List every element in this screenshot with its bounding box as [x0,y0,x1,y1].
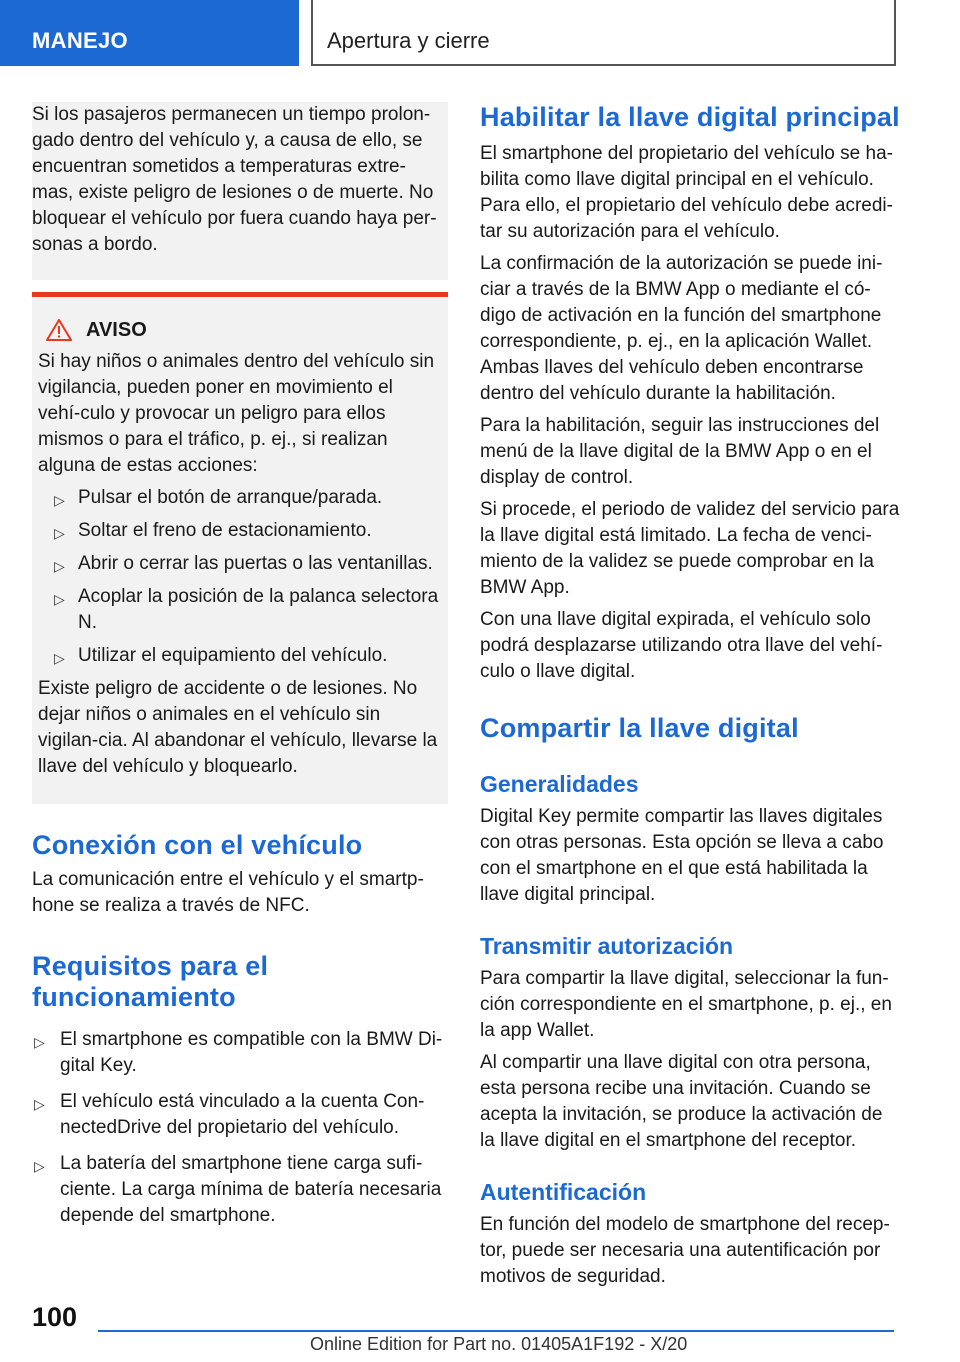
paragraph: Para la habilitación, seguir las instrucciones del menú de la llave digital de la BMW App o en el display de control. [480,415,880,488]
bullet-triangle-icon: ▷ [54,558,65,574]
warning-triangle-icon [46,319,72,341]
requirements-list [32,1027,448,1229]
list-item [32,1027,448,1079]
section-title: Apertura y cierre [311,0,896,66]
right-column [480,102,900,1296]
chapter-tab: MANEJO [0,0,299,66]
page-number: 100 [32,1302,78,1332]
list-item [38,518,440,544]
bullet-triangle-icon: ▷ [34,1034,45,1050]
list-item-text: La batería del smartphone tiene carga sufi-ciente. La carga mínima de batería necesaria depende del smartphone. [60,1153,442,1226]
generalidades-text: Digital Key permite compartir las llaves digitales con otras personas. Esta opción se lleva a cabo con el smartphone en el que está habilitada la llave digital principal. [480,806,884,905]
heading-generalidades: Generalidades [480,771,639,797]
bullet-triangle-icon: ▷ [54,650,65,666]
warning-box [32,292,448,804]
footer-divider [98,1330,894,1332]
list-item-text: Pulsar el botón de arranque/parada. [78,487,383,508]
heading-habilitar: Habilitar la llave digital principal [480,102,900,132]
heading-compartir: Compartir la llave digital [480,713,799,743]
paragraph: La confirmación de la autorización se puede ini-ciar a través de la BMW App o mediante el có-digo de activación en la función del smartphone correspondiente, p. ej., en la aplicación Wallet. Ambas llaves del vehículo deben encontrarse dentro del vehículo durante la habilitación. [480,253,883,404]
warning-list [38,485,440,669]
heading-requisitos: Requisitos para el funcionamiento [32,951,269,1012]
list-item-text: El vehículo está vinculado a la cuenta Con-nectedDrive del propietario del vehículo. [60,1091,425,1138]
warning-conclusion: Existe peligro de accidente o de lesiones. No dejar niños o animales en el vehículo sin vigilan-cia. Al abandonar el vehículo, llevarse la llave del vehículo y bloquearlo. [38,678,438,777]
list-item-text: Soltar el freno de estacionamiento. [78,520,372,541]
transmitir-text-1: Para compartir la llave digital, seleccionar la fun-ción correspondiente en el smartphone, p. ej., en la app Wallet. [480,968,892,1041]
list-item [38,643,440,669]
list-item [38,584,440,636]
paragraph: Con una llave digital expirada, el vehículo solo podrá desplazarse utilizando otra llave del vehí-culo o llave digital. [480,609,883,682]
paragraph: El smartphone del propietario del vehículo se ha-bilita como llave digital principal en el vehículo. Para ello, el propietario del vehículo debe acredi-tar su autorización para el vehículo. [480,143,893,242]
footer-edition: Online Edition for Part no. 01405A1F192 - X/20 [310,1334,688,1354]
list-item-text: Acoplar la posición de la palanca selectora N. [78,586,439,633]
bullet-triangle-icon: ▷ [54,492,65,508]
bullet-triangle-icon: ▷ [34,1158,45,1174]
heading-conexion: Conexión con el vehículo [32,830,363,860]
warning-title [38,317,440,343]
paragraph: Si procede, el periodo de validez del servicio para la llave digital está limitado. La fecha de venci-miento de la validez se puede comprobar en la BMW App. [480,499,900,598]
list-item [38,485,440,511]
autentificacion-text: En función del modelo de smartphone del recep-tor, puede ser necesaria una autentificación por motivos de seguridad. [480,1214,890,1287]
bullet-triangle-icon: ▷ [54,591,65,607]
bullet-triangle-icon: ▷ [54,525,65,541]
caution-box [32,102,448,280]
list-item [38,551,440,577]
caution-text: Si los pasajeros permanecen un tiempo prolon-gado dentro del vehículo y, a causa de ello, se encuentran sometidos a temperaturas extre-mas, existe peligro de lesiones o de muerte. No bloquear el vehículo por fuera cuando haya per-sonas a bordo. [32,104,437,255]
list-item-text: Abrir o cerrar las puertas o las ventanillas. [78,553,433,574]
list-item-text: El smartphone es compatible con la BMW Di-gital Key. [60,1029,443,1076]
list-item-text: Utilizar el equipamiento del vehículo. [78,645,388,666]
warning-title-label: AVISO [86,319,147,341]
left-column [32,102,448,1239]
list-item [32,1151,448,1229]
heading-autentificacion: Autentificación [480,1179,647,1205]
conexion-text: La comunicación entre el vehículo y el smartp-hone se realiza a través de NFC. [32,869,424,916]
list-item [32,1089,448,1141]
warning-text: Si hay niños o animales dentro del vehículo sin vigilancia, pueden poner en movimiento el vehí-culo y provocar un peligro para ellos mismos o para el tráfico, p. ej., si realizan alguna de estas acciones: [38,351,435,476]
heading-transmitir: Transmitir autorización [480,933,734,959]
transmitir-text-2: Al compartir una llave digital con otra persona, esta persona recibe una invitación. Cuando se acepta la invitación, se produce la activación de la llave digital en el smartphone del receptor. [480,1052,883,1151]
bullet-triangle-icon: ▷ [34,1096,45,1112]
